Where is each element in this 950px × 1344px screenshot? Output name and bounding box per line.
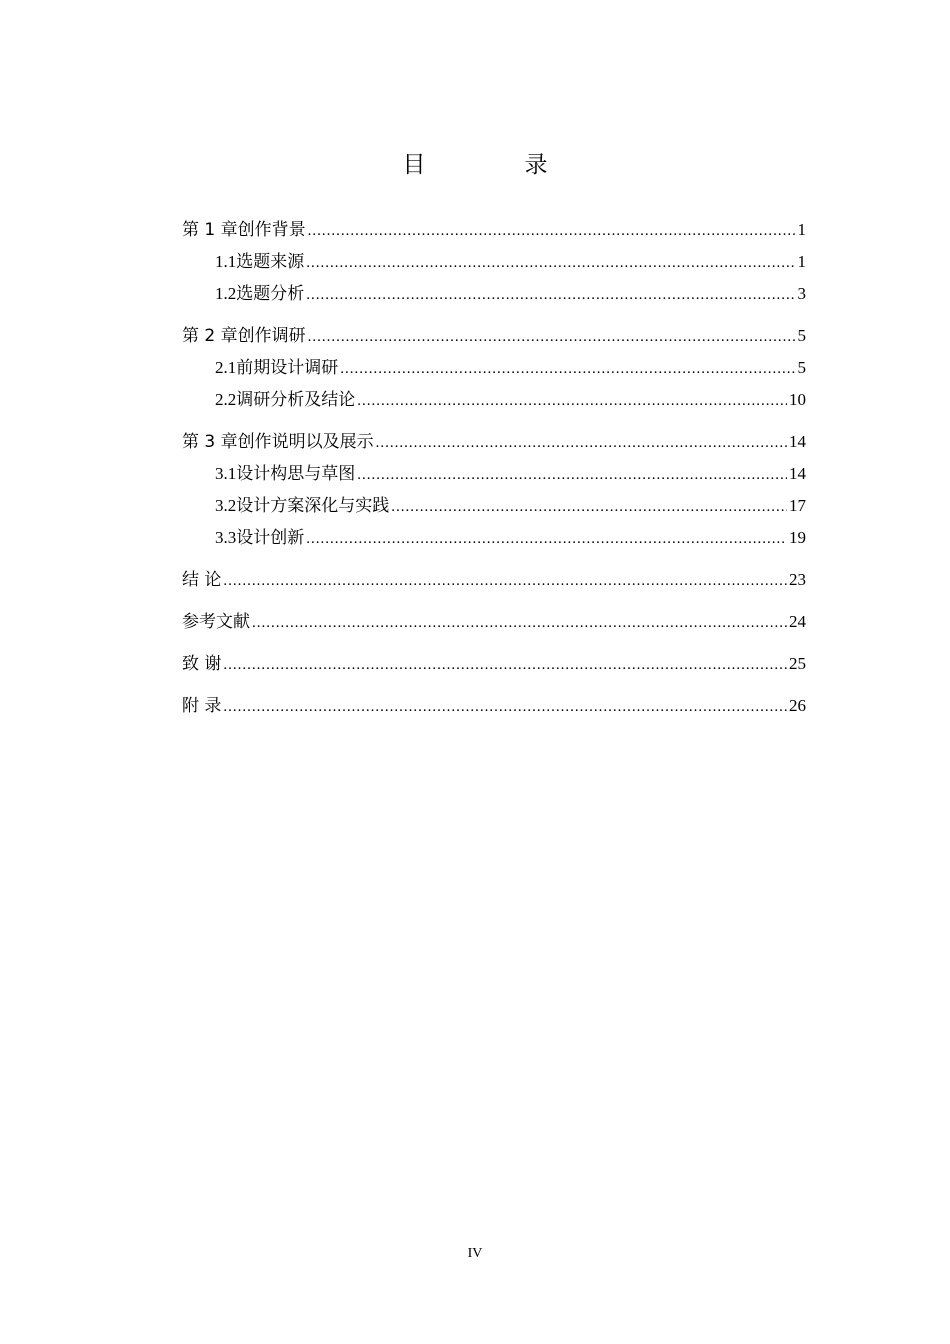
toc-section-number: 2.1 — [215, 358, 237, 377]
page-title: 目 录 — [402, 152, 586, 178]
toc-section-title: 前期设计调研 — [236, 358, 339, 378]
toc-section-number: 3.1 — [215, 464, 237, 483]
toc-leader-dots — [357, 385, 787, 417]
toc-chapter-title: 创作背景 — [237, 220, 306, 240]
toc-section-3-3[interactable] — [182, 522, 806, 554]
toc-section-3-1[interactable] — [182, 458, 806, 490]
toc-page-number: 19 — [789, 528, 806, 547]
toc-page-number: 26 — [789, 696, 806, 715]
toc-leader-dots — [340, 353, 795, 385]
toc-title-char: 谢 — [204, 654, 222, 674]
toc-section-number: 1.1 — [215, 252, 237, 271]
toc-page-number: 5 — [797, 326, 806, 345]
footer-page-number: IV — [467, 1246, 483, 1261]
toc-section-2-1[interactable] — [182, 352, 806, 384]
toc-section-1-2[interactable] — [182, 278, 806, 310]
toc-page-number: 10 — [789, 390, 806, 409]
toc-title-char: 附 — [182, 696, 199, 716]
toc-chapter-number: 第 2 章 — [182, 326, 238, 346]
toc-title-char: 结 — [182, 570, 199, 590]
toc-leader-dots — [223, 565, 787, 597]
toc-leader-dots — [376, 427, 787, 459]
toc-section-number: 2.2 — [215, 390, 237, 409]
toc-conclusion[interactable] — [182, 564, 806, 596]
toc-chapter-number: 第 3 章 — [182, 432, 238, 452]
toc-references[interactable] — [182, 606, 806, 638]
toc-leader-dots — [308, 215, 796, 247]
toc-section-title: 设计创新 — [236, 528, 305, 548]
toc-page-number: 1 — [797, 252, 806, 271]
toc-section-title: 设计构思与草图 — [236, 464, 356, 484]
toc-leader-dots — [306, 523, 787, 555]
toc-title-char: 致 — [182, 654, 199, 674]
toc-chapter-3[interactable] — [182, 426, 806, 458]
toc-page-number: 3 — [797, 284, 806, 303]
toc-chapter-title: 创作说明以及展示 — [237, 432, 374, 452]
toc-page-number: 14 — [789, 432, 806, 451]
toc-references-title: 参考文献 — [182, 612, 250, 632]
toc-title-char: 论 — [204, 570, 222, 590]
toc-conclusion-title — [182, 564, 221, 596]
toc-leader-dots — [308, 321, 796, 353]
toc-page-number: 23 — [789, 570, 806, 589]
toc-chapter-number: 第 1 章 — [182, 220, 238, 240]
toc-leader-dots — [306, 247, 795, 279]
toc-leader-dots — [223, 649, 787, 681]
table-of-contents — [182, 214, 806, 722]
toc-leader-dots — [252, 607, 787, 639]
toc-leader-dots — [357, 459, 787, 491]
toc-chapter-2[interactable] — [182, 320, 806, 352]
toc-section-2-2[interactable] — [182, 384, 806, 416]
toc-acknowledgement[interactable] — [182, 648, 806, 680]
toc-section-number: 3.2 — [215, 496, 237, 515]
toc-section-title: 调研分析及结论 — [236, 390, 356, 410]
toc-section-title: 选题来源 — [236, 252, 305, 272]
toc-appendix[interactable] — [182, 690, 806, 722]
toc-page-number: 25 — [789, 654, 806, 673]
toc-title-char: 录 — [204, 696, 222, 716]
toc-chapter-1[interactable] — [182, 214, 806, 246]
toc-section-title: 选题分析 — [236, 284, 305, 304]
toc-leader-dots — [223, 691, 787, 723]
toc-acknowledgement-title — [182, 648, 221, 680]
toc-leader-dots — [306, 279, 795, 311]
toc-appendix-title — [182, 690, 221, 722]
toc-chapter-title: 创作调研 — [237, 326, 306, 346]
toc-leader-dots — [391, 491, 787, 523]
toc-section-3-2[interactable] — [182, 490, 806, 522]
toc-page-number: 1 — [797, 220, 806, 239]
toc-page-number: 24 — [789, 612, 806, 631]
toc-page-number: 14 — [789, 464, 806, 483]
toc-section-title: 设计方案深化与实践 — [236, 496, 390, 516]
toc-page-number: 17 — [789, 496, 806, 515]
toc-section-number: 1.2 — [215, 284, 237, 303]
toc-section-1-1[interactable] — [182, 246, 806, 278]
toc-page-number: 5 — [797, 358, 806, 377]
toc-section-number: 3.3 — [215, 528, 237, 547]
